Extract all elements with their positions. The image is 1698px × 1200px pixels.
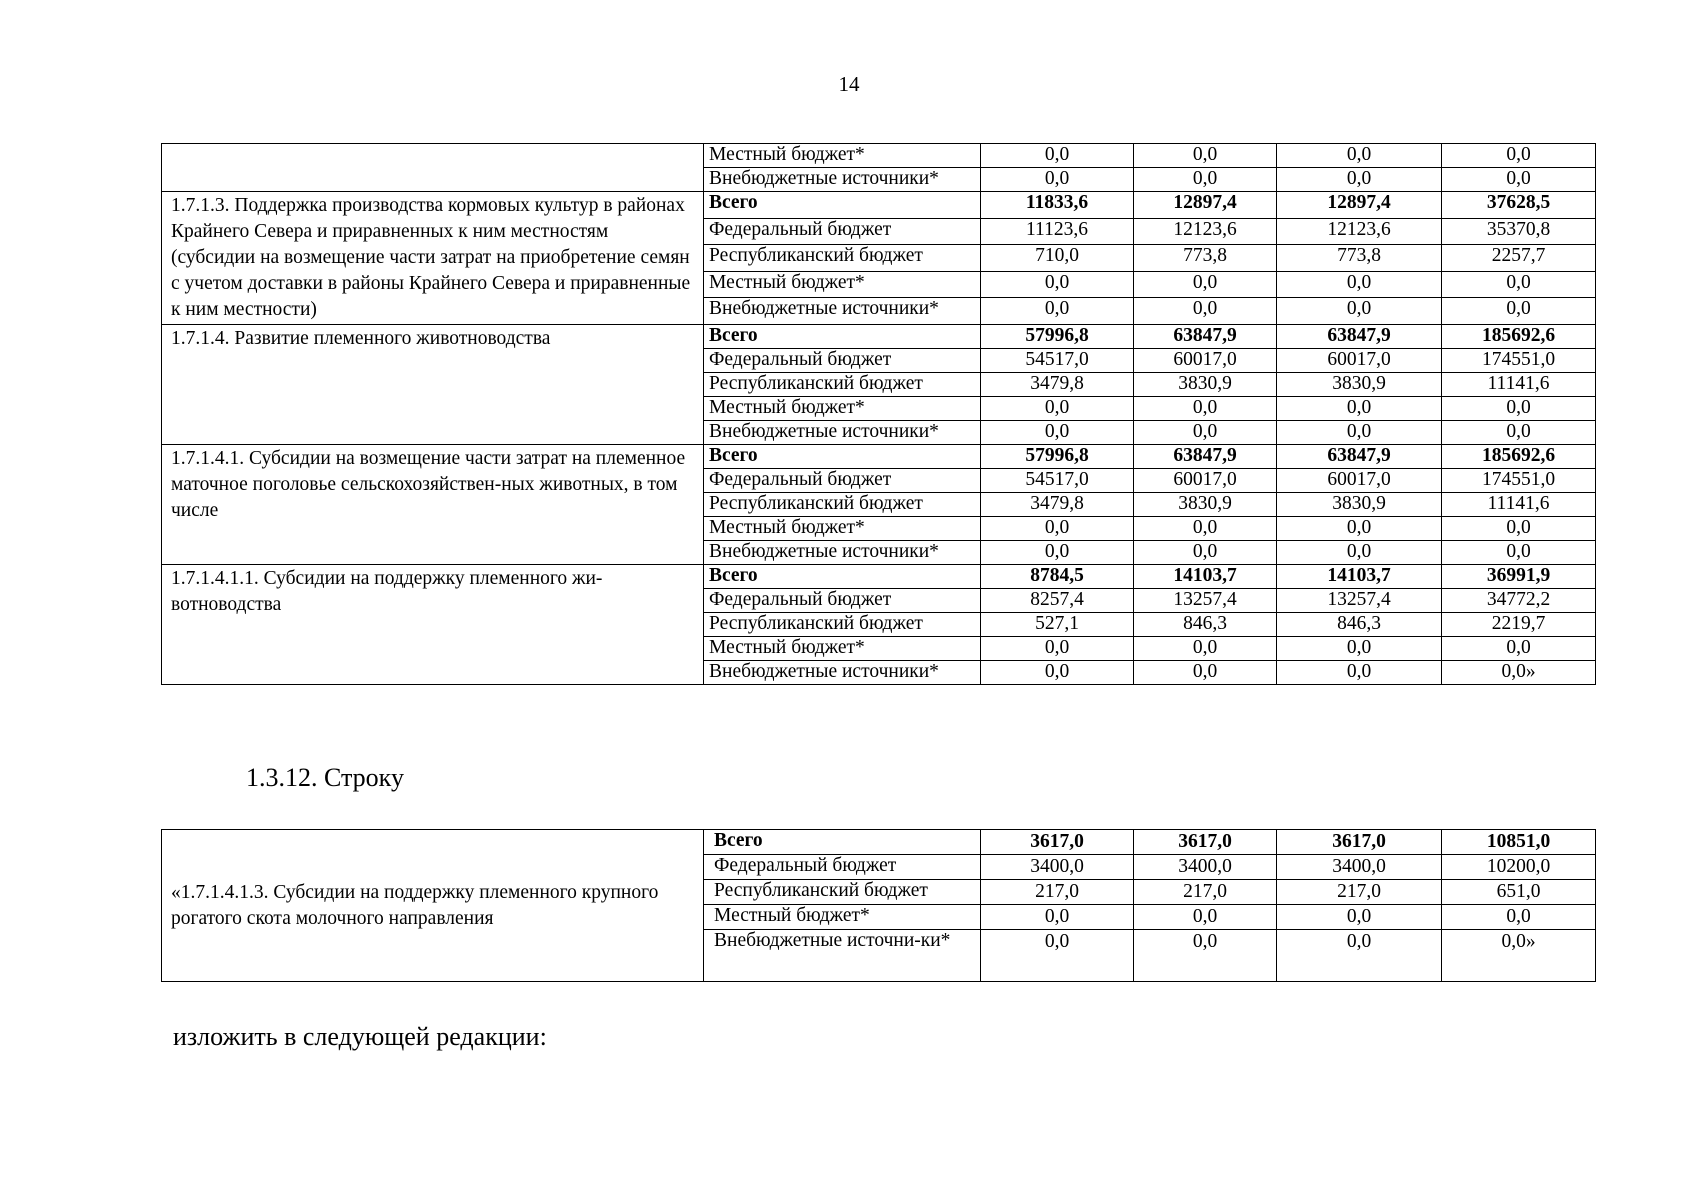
table-row [162,192,1596,219]
value-cell: 3830,9 [1277,493,1442,517]
value-cell: 63847,9 [1134,325,1277,349]
value-cell: 63847,9 [1277,325,1442,349]
value-cell: 185692,6 [1442,445,1596,469]
funding-source: Республиканский бюджет [704,493,981,517]
value-cell: 0,0 [981,930,1134,982]
table-row [162,565,1596,589]
value-cell: 846,3 [1277,613,1442,637]
value-cell: 0,0 [981,298,1134,325]
value-cell: 3479,8 [981,493,1134,517]
value-cell: 773,8 [1277,245,1442,272]
value-cell: 0,0 [1277,397,1442,421]
value-cell: 0,0 [981,637,1134,661]
value-cell: 14103,7 [1134,565,1277,589]
value-cell: 3830,9 [1134,373,1277,397]
value-cell: 0,0 [981,661,1134,685]
value-cell: 527,1 [981,613,1134,637]
value-cell: 54517,0 [981,349,1134,373]
budget-table-continued [161,143,1596,685]
value-cell: 60017,0 [1277,469,1442,493]
row-description [162,144,704,192]
value-cell: 0,0 [1277,637,1442,661]
value-cell: 11123,6 [981,218,1134,245]
value-cell: 0,0 [1442,905,1596,930]
value-cell: 0,0 [1277,271,1442,298]
value-cell: 10851,0 [1442,830,1596,855]
table-row [162,144,1596,168]
value-cell: 0,0 [981,397,1134,421]
value-cell: 0,0 [1442,517,1596,541]
value-cell: 0,0 [1442,421,1596,445]
value-cell: 63847,9 [1277,445,1442,469]
value-cell: 0,0 [981,168,1134,192]
value-cell: 0,0 [1277,168,1442,192]
value-cell: 8784,5 [981,565,1134,589]
value-cell: 0,0 [1277,421,1442,445]
value-cell: 0,0 [1134,397,1277,421]
value-cell: 12123,6 [1277,218,1442,245]
value-cell: 0,0 [1442,637,1596,661]
value-cell: 34772,2 [1442,589,1596,613]
funding-source: Федеральный бюджет [704,855,981,880]
value-cell: 0,0 [1442,397,1596,421]
value-cell: 0,0 [1134,271,1277,298]
value-cell: 217,0 [1277,880,1442,905]
funding-source: Всего [704,325,981,349]
funding-source: Всего [704,830,981,855]
value-cell: 0,0 [1277,541,1442,565]
value-cell: 13257,4 [1134,589,1277,613]
value-cell: 0,0 [1134,637,1277,661]
row-description: 1.7.1.4. Развитие племенного животноводства [162,325,704,445]
value-cell: 11141,6 [1442,373,1596,397]
value-cell: 174551,0 [1442,469,1596,493]
value-cell: 3400,0 [981,855,1134,880]
value-cell: 174551,0 [1442,349,1596,373]
value-cell: 57996,8 [981,445,1134,469]
value-cell: 185692,6 [1442,325,1596,349]
value-cell: 3400,0 [1134,855,1277,880]
value-cell: 3617,0 [1277,830,1442,855]
value-cell: 0,0 [981,517,1134,541]
value-cell: 13257,4 [1277,589,1442,613]
value-cell: 12897,4 [1277,192,1442,219]
row-description: «1.7.1.4.1.3. Субсидии на поддержку племенного крупного рогатого скота молочного направления [162,830,704,982]
funding-source: Федеральный бюджет [704,218,981,245]
funding-source: Местный бюджет* [704,517,981,541]
funding-source: Внебюджетные источники* [704,421,981,445]
value-cell: 217,0 [981,880,1134,905]
value-cell: 14103,7 [1277,565,1442,589]
value-cell: 0,0 [1442,168,1596,192]
funding-source: Республиканский бюджет [704,245,981,272]
value-cell: 3617,0 [981,830,1134,855]
value-cell: 0,0 [981,905,1134,930]
page-number: 14 [838,72,860,96]
table-row [162,445,1596,469]
funding-source: Местный бюджет* [704,905,981,930]
funding-source: Федеральный бюджет [704,349,981,373]
value-cell: 0,0 [981,144,1134,168]
budget-table-amended-row [161,829,1596,982]
value-cell: 0,0 [1134,905,1277,930]
value-cell: 11141,6 [1442,493,1596,517]
value-cell: 0,0 [1277,905,1442,930]
value-cell: 12897,4 [1134,192,1277,219]
value-cell: 60017,0 [1277,349,1442,373]
value-cell: 3400,0 [1277,855,1442,880]
value-cell: 3617,0 [1134,830,1277,855]
funding-source: Внебюджетные источники* [704,541,981,565]
value-cell: 0,0 [1134,144,1277,168]
funding-source: Всего [704,192,981,219]
value-cell: 0,0 [1134,517,1277,541]
value-cell: 0,0 [981,421,1134,445]
value-cell: 0,0 [1442,144,1596,168]
value-cell: 35370,8 [1442,218,1596,245]
value-cell: 0,0» [1442,930,1596,982]
value-cell: 11833,6 [981,192,1134,219]
value-cell: 0,0» [1442,661,1596,685]
value-cell: 8257,4 [981,589,1134,613]
funding-source: Местный бюджет* [704,397,981,421]
funding-source: Всего [704,565,981,589]
value-cell: 0,0 [1134,661,1277,685]
value-cell: 0,0 [1134,930,1277,982]
funding-source: Федеральный бюджет [704,589,981,613]
value-cell: 0,0 [1277,144,1442,168]
value-cell: 3830,9 [1134,493,1277,517]
value-cell: 2257,7 [1442,245,1596,272]
value-cell: 12123,6 [1134,218,1277,245]
value-cell: 0,0 [1134,541,1277,565]
table-row [162,325,1596,349]
value-cell: 0,0 [981,271,1134,298]
value-cell: 0,0 [1277,930,1442,982]
section-heading: 1.3.12. Строку [246,763,404,792]
value-cell: 0,0 [1442,271,1596,298]
value-cell: 60017,0 [1134,469,1277,493]
funding-source: Местный бюджет* [704,271,981,298]
value-cell: 3479,8 [981,373,1134,397]
value-cell: 36991,9 [1442,565,1596,589]
funding-source: Местный бюджет* [704,144,981,168]
funding-source: Внебюджетные источники* [704,298,981,325]
value-cell: 651,0 [1442,880,1596,905]
value-cell: 63847,9 [1134,445,1277,469]
funding-source: Внебюджетные источни-ки* [704,930,981,982]
value-cell: 773,8 [1134,245,1277,272]
value-cell: 2219,7 [1442,613,1596,637]
row-description: 1.7.1.3. Поддержка производства кормовых культур в районах Крайнего Севера и приравненных к ним местностям (субсидии на возмещение части затрат на приобретение семян с учетом доставки в районы Крайнего Севера и приравненные к ним местности) [162,192,704,325]
value-cell: 10200,0 [1442,855,1596,880]
funding-source: Внебюджетные источники* [704,168,981,192]
funding-source: Республиканский бюджет [704,880,981,905]
value-cell: 3830,9 [1277,373,1442,397]
funding-source: Республиканский бюджет [704,373,981,397]
value-cell: 57996,8 [981,325,1134,349]
value-cell: 846,3 [1134,613,1277,637]
table-row [162,830,1596,855]
value-cell: 0,0 [1442,541,1596,565]
row-description: 1.7.1.4.1.1. Субсидии на поддержку племенного жи-вотноводства [162,565,704,685]
value-cell: 37628,5 [1442,192,1596,219]
closing-text: изложить в следующей редакции: [173,1022,547,1051]
funding-source: Республиканский бюджет [704,613,981,637]
value-cell: 0,0 [1134,421,1277,445]
funding-source: Федеральный бюджет [704,469,981,493]
value-cell: 0,0 [1277,661,1442,685]
value-cell: 0,0 [1277,298,1442,325]
value-cell: 54517,0 [981,469,1134,493]
value-cell: 0,0 [1442,298,1596,325]
value-cell: 217,0 [1134,880,1277,905]
value-cell: 0,0 [1134,168,1277,192]
funding-source: Местный бюджет* [704,637,981,661]
value-cell: 0,0 [1277,517,1442,541]
value-cell: 0,0 [1134,298,1277,325]
value-cell: 0,0 [981,541,1134,565]
row-description: 1.7.1.4.1. Субсидии на возмещение части затрат на племенное маточное поголовье сельскохозяйствен-ных животных, в том числе [162,445,704,565]
value-cell: 60017,0 [1134,349,1277,373]
funding-source: Внебюджетные источники* [704,661,981,685]
funding-source: Всего [704,445,981,469]
value-cell: 710,0 [981,245,1134,272]
